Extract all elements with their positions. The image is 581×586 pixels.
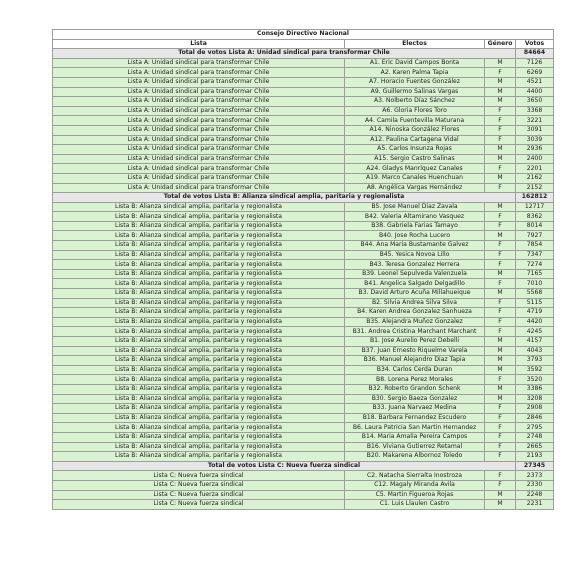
electo-cell: C5. Martin Figueroa Rojas [345, 490, 485, 500]
electo-cell: A15. Sergio Castro Salinas [345, 154, 485, 164]
lista-cell: Lista B: Alianza sindical amplia, paritaria y regionalista [53, 452, 345, 462]
lista-cell: Lista C: Nueva fuerza sindical [53, 490, 345, 500]
table-row [53, 279, 554, 289]
genero-cell: M [485, 337, 516, 347]
genero-cell: F [485, 125, 516, 135]
table-row [53, 260, 554, 270]
lista-cell: Lista B: Alianza sindical amplia, paritaria y regionalista [53, 231, 345, 241]
votos-cell: 2152 [516, 183, 554, 193]
genero-cell: F [485, 480, 516, 490]
genero-cell: F [485, 375, 516, 385]
lista-cell: Lista A: Unidad sindical para transformar Chile [53, 97, 345, 107]
lista-cell: Lista A: Unidad sindical para transformar Chile [53, 68, 345, 78]
genero-cell: F [485, 298, 516, 308]
genero-cell: M [485, 490, 516, 500]
electo-cell: A19. Marco Canales Huenchuan [345, 173, 485, 183]
votos-cell: 2908 [516, 404, 554, 414]
votos-cell: 3592 [516, 365, 554, 375]
votos-cell: 2846 [516, 413, 554, 423]
genero-cell: F [485, 212, 516, 222]
votos-cell: 7854 [516, 241, 554, 251]
genero-cell: M [485, 346, 516, 356]
votos-cell: 2201 [516, 164, 554, 174]
lista-cell: Lista A: Unidad sindical para transformar Chile [53, 125, 345, 135]
electo-cell: B3. David Arturo Acuña Millahueique [345, 289, 485, 299]
table-row [53, 116, 554, 126]
table-row [53, 173, 554, 183]
genero-cell: F [485, 183, 516, 193]
table-row [53, 327, 554, 337]
lista-cell: Lista A: Unidad sindical para transformar Chile [53, 154, 345, 164]
votos-cell: 2665 [516, 442, 554, 452]
genero-cell: F [485, 423, 516, 433]
genero-cell: M [485, 97, 516, 107]
total-votes: 84664 [516, 49, 554, 59]
electo-cell: B2. Silvia Andrea Silva Silva [345, 298, 485, 308]
table-row [53, 250, 554, 260]
table-row [53, 394, 554, 404]
genero-cell: F [485, 135, 516, 145]
lista-cell: Lista B: Alianza sindical amplia, paritaria y regionalista [53, 356, 345, 366]
table-row [53, 241, 554, 251]
genero-cell: M [485, 231, 516, 241]
genero-cell: M [485, 87, 516, 97]
votos-cell: 4157 [516, 337, 554, 347]
votos-cell: 2162 [516, 173, 554, 183]
table-row [53, 442, 554, 452]
table-row [53, 432, 554, 442]
genero-cell: F [485, 308, 516, 318]
lista-cell: Lista B: Alianza sindical amplia, paritaria y regionalista [53, 384, 345, 394]
genero-cell: M [485, 202, 516, 212]
lista-cell: Lista B: Alianza sindical amplia, paritaria y regionalista [53, 337, 345, 347]
lista-cell: Lista B: Alianza sindical amplia, paritaria y regionalista [53, 289, 345, 299]
electo-cell: B4. Karen Andrea Gonzalez Sanhueza [345, 308, 485, 318]
table-row [53, 164, 554, 174]
lista-cell: Lista B: Alianza sindical amplia, paritaria y regionalista [53, 375, 345, 385]
total-label: Total de votos Lista C: Nueva fuerza sindical [53, 461, 516, 471]
lista-cell: Lista B: Alianza sindical amplia, paritaria y regionalista [53, 365, 345, 375]
electo-cell: A1. Eric David Campos Bonta [345, 58, 485, 68]
lista-cell: Lista B: Alianza sindical amplia, paritaria y regionalista [53, 413, 345, 423]
electo-cell: B33. Juana Narvaez Medina [345, 404, 485, 414]
electo-cell: B45. Yesica Novoa Lillo [345, 250, 485, 260]
lista-cell: Lista A: Unidad sindical para transformar Chile [53, 106, 345, 116]
genero-cell: F [485, 327, 516, 337]
lista-cell: Lista B: Alianza sindical amplia, paritaria y regionalista [53, 394, 345, 404]
votos-cell: 2936 [516, 145, 554, 155]
votos-cell: 3793 [516, 356, 554, 366]
electo-cell: B40. Jose Rocha Lucero [345, 231, 485, 241]
lista-cell: Lista A: Unidad sindical para transformar Chile [53, 145, 345, 155]
lista-cell: Lista B: Alianza sindical amplia, paritaria y regionalista [53, 269, 345, 279]
votos-cell: 8362 [516, 212, 554, 222]
genero-cell: F [485, 260, 516, 270]
header-votos: Votos [516, 39, 554, 49]
electo-cell: A7. Horacio Fuentes González [345, 77, 485, 87]
genero-cell: M [485, 154, 516, 164]
lista-cell: Lista B: Alianza sindical amplia, paritaria y regionalista [53, 346, 345, 356]
electo-cell: A2. Karen Palma Tapia [345, 68, 485, 78]
table-row [53, 183, 554, 193]
lista-cell: Lista B: Alianza sindical amplia, paritaria y regionalista [53, 279, 345, 289]
genero-cell: M [485, 365, 516, 375]
table-row [53, 145, 554, 155]
electo-cell: A5. Carlos Insunza Rojas [345, 145, 485, 155]
electo-cell: B20. Makarena Albornoz Toledo [345, 452, 485, 462]
table-row [53, 269, 554, 279]
votos-cell: 6269 [516, 68, 554, 78]
electo-cell: B18. Barbara Fernandez Escudero [345, 413, 485, 423]
electo-cell: B38. Gabriela Farias Tamayo [345, 221, 485, 231]
results-table-body [53, 30, 554, 510]
lista-cell: Lista B: Alianza sindical amplia, paritaria y regionalista [53, 404, 345, 414]
electo-cell: B5. Jose Manuel Diaz Zavala [345, 202, 485, 212]
table-title: Consejo Directivo Nacional [53, 30, 554, 40]
genero-cell: M [485, 394, 516, 404]
electo-cell: B43. Teresa Gonzalez Herrera [345, 260, 485, 270]
table-row [53, 77, 554, 87]
votos-cell: 4245 [516, 327, 554, 337]
votos-cell: 3208 [516, 394, 554, 404]
total-row [53, 49, 554, 59]
genero-cell: F [485, 221, 516, 231]
header-lista: Lista [53, 39, 345, 49]
votos-cell: 3091 [516, 125, 554, 135]
lista-cell: Lista B: Alianza sindical amplia, paritaria y regionalista [53, 260, 345, 270]
electo-cell: B6. Laura Patricia San Martin Hernandez [345, 423, 485, 433]
table-row [53, 413, 554, 423]
genero-cell: F [485, 442, 516, 452]
lista-cell: Lista A: Unidad sindical para transformar Chile [53, 116, 345, 126]
lista-cell: Lista B: Alianza sindical amplia, paritaria y regionalista [53, 241, 345, 251]
header-genero: Género [485, 39, 516, 49]
votos-cell: 4719 [516, 308, 554, 318]
table-row [53, 97, 554, 107]
votos-cell: 2231 [516, 500, 554, 510]
lista-cell: Lista A: Unidad sindical para transformar Chile [53, 173, 345, 183]
genero-cell: F [485, 413, 516, 423]
electo-cell: B42. Valeria Altamirano Vasquez [345, 212, 485, 222]
genero-cell: M [485, 500, 516, 510]
genero-cell: F [485, 317, 516, 327]
electo-cell: A14. Ninoska González Flores [345, 125, 485, 135]
lista-cell: Lista C: Nueva fuerza sindical [53, 500, 345, 510]
electo-cell: B8. Lorena Perez Morales [345, 375, 485, 385]
table-row [53, 365, 554, 375]
votos-cell: 7927 [516, 231, 554, 241]
table-row [53, 87, 554, 97]
electo-cell: A12. Paulina Cartagena Vidal [345, 135, 485, 145]
electo-cell: B39. Leonel Sepulveda Valenzuela [345, 269, 485, 279]
table-row [53, 202, 554, 212]
table-row [53, 308, 554, 318]
lista-cell: Lista B: Alianza sindical amplia, paritaria y regionalista [53, 442, 345, 452]
votos-cell: 2248 [516, 490, 554, 500]
table-row [53, 500, 554, 510]
genero-cell: M [485, 58, 516, 68]
electo-cell: A24. Gladys Manríquez Canales [345, 164, 485, 174]
table-row [53, 337, 554, 347]
table-row [53, 384, 554, 394]
votos-cell: 3221 [516, 116, 554, 126]
table-row [53, 375, 554, 385]
votos-cell: 7347 [516, 250, 554, 260]
total-label: Total de votos Lista B: Alianza sindical amplia, paritaria y regionalista [53, 193, 516, 203]
lista-cell: Lista B: Alianza sindical amplia, paritaria y regionalista [53, 432, 345, 442]
lista-cell: Lista C: Nueva fuerza sindical [53, 480, 345, 490]
table-row [53, 317, 554, 327]
electo-cell: B34. Carlos Cerda Duran [345, 365, 485, 375]
genero-cell: F [485, 116, 516, 126]
genero-cell: F [485, 471, 516, 481]
genero-cell: F [485, 250, 516, 260]
genero-cell: F [485, 164, 516, 174]
lista-cell: Lista A: Unidad sindical para transformar Chile [53, 135, 345, 145]
table-row [53, 452, 554, 462]
genero-cell: M [485, 145, 516, 155]
votos-cell: 2330 [516, 480, 554, 490]
electo-cell: B1. Jose Aurelio Perez Debelli [345, 337, 485, 347]
table-row [53, 221, 554, 231]
table-row [53, 58, 554, 68]
electo-cell: B32. Roberto Grandon Schenk [345, 384, 485, 394]
votos-cell: 12717 [516, 202, 554, 212]
votos-cell: 7165 [516, 269, 554, 279]
total-votes: 162812 [516, 193, 554, 203]
lista-cell: Lista B: Alianza sindical amplia, paritaria y regionalista [53, 327, 345, 337]
lista-cell: Lista B: Alianza sindical amplia, paritaria y regionalista [53, 250, 345, 260]
table-row [53, 231, 554, 241]
electo-cell: B44. Ana Maria Bustamante Galvez [345, 241, 485, 251]
genero-cell: M [485, 289, 516, 299]
genero-cell: F [485, 241, 516, 251]
electo-cell: C12. Magaly Miranda Avila [345, 480, 485, 490]
genero-cell: F [485, 68, 516, 78]
votos-cell: 5568 [516, 289, 554, 299]
table-row [53, 289, 554, 299]
table-row [53, 298, 554, 308]
lista-cell: Lista A: Unidad sindical para transformar Chile [53, 87, 345, 97]
genero-cell: M [485, 173, 516, 183]
genero-cell: M [485, 356, 516, 366]
votos-cell: 7126 [516, 58, 554, 68]
votos-cell: 3368 [516, 106, 554, 116]
header-electos: Electos [345, 39, 485, 49]
electo-cell: A6. Gloria Flores Toro [345, 106, 485, 116]
table-row [53, 68, 554, 78]
electo-cell: B36. Manuel Alejandro Diaz Tapia [345, 356, 485, 366]
table-row [53, 423, 554, 433]
total-label: Total de votos Lista A: Unidad sindical para transformar Chile [53, 49, 516, 59]
votos-cell: 2748 [516, 432, 554, 442]
lista-cell: Lista A: Unidad sindical para transformar Chile [53, 183, 345, 193]
votos-cell: 2795 [516, 423, 554, 433]
votos-cell: 5115 [516, 298, 554, 308]
genero-cell: F [485, 404, 516, 414]
votos-cell: 2400 [516, 154, 554, 164]
votos-cell: 2193 [516, 452, 554, 462]
results-table [52, 29, 554, 510]
table-row [53, 490, 554, 500]
electo-cell: B35. Alejandra Muñoz Gonzalez [345, 317, 485, 327]
total-votes: 27345 [516, 461, 554, 471]
votos-cell: 4043 [516, 346, 554, 356]
votos-cell: 7010 [516, 279, 554, 289]
votos-cell: 3520 [516, 375, 554, 385]
votos-cell: 3386 [516, 384, 554, 394]
votos-cell: 7274 [516, 260, 554, 270]
votos-cell: 3039 [516, 135, 554, 145]
header-row [53, 39, 554, 49]
genero-cell: M [485, 77, 516, 87]
lista-cell: Lista A: Unidad sindical para transformar Chile [53, 164, 345, 174]
votos-cell: 3650 [516, 97, 554, 107]
votos-cell: 8014 [516, 221, 554, 231]
electo-cell: A3. Nolberto Díaz Sánchez [345, 97, 485, 107]
votos-cell: 4420 [516, 317, 554, 327]
electo-cell: B41. Angelica Salgado Delgadillo [345, 279, 485, 289]
lista-cell: Lista B: Alianza sindical amplia, paritaria y regionalista [53, 221, 345, 231]
genero-cell: F [485, 279, 516, 289]
lista-cell: Lista B: Alianza sindical amplia, paritaria y regionalista [53, 423, 345, 433]
table-row [53, 480, 554, 490]
genero-cell: F [485, 106, 516, 116]
total-row [53, 193, 554, 203]
table-row [53, 346, 554, 356]
genero-cell: F [485, 432, 516, 442]
table-row [53, 106, 554, 116]
lista-cell: Lista B: Alianza sindical amplia, paritaria y regionalista [53, 317, 345, 327]
table-title-row [53, 30, 554, 40]
electo-cell: B37. Juan Ernesto Riquelme Varela [345, 346, 485, 356]
electo-cell: A8. Angélica Vargas Hernández [345, 183, 485, 193]
table-row [53, 154, 554, 164]
table-row [53, 471, 554, 481]
electo-cell: B31. Andrea Cristina Marchant Marchant [345, 327, 485, 337]
electo-cell: B16. Viviana Gutierrez Retamal [345, 442, 485, 452]
genero-cell: F [485, 452, 516, 462]
lista-cell: Lista A: Unidad sindical para transformar Chile [53, 58, 345, 68]
lista-cell: Lista B: Alianza sindical amplia, paritaria y regionalista [53, 212, 345, 222]
total-row [53, 461, 554, 471]
electo-cell: B30. Sergio Baeza Gonzalez [345, 394, 485, 404]
electo-cell: C2. Natacha Sierralta Inostroza [345, 471, 485, 481]
votos-cell: 2373 [516, 471, 554, 481]
lista-cell: Lista A: Unidad sindical para transformar Chile [53, 77, 345, 87]
votos-cell: 4400 [516, 87, 554, 97]
table-row [53, 404, 554, 414]
lista-cell: Lista B: Alianza sindical amplia, paritaria y regionalista [53, 298, 345, 308]
electo-cell: C1. Luis Llaulen Castro [345, 500, 485, 510]
lista-cell: Lista C: Nueva fuerza sindical [53, 471, 345, 481]
table-row [53, 356, 554, 366]
table-row [53, 125, 554, 135]
genero-cell: M [485, 269, 516, 279]
lista-cell: Lista B: Alianza sindical amplia, paritaria y regionalista [53, 202, 345, 212]
votos-cell: 4521 [516, 77, 554, 87]
electo-cell: A4. Camila Fuentevilla Maturana [345, 116, 485, 126]
table-row [53, 135, 554, 145]
genero-cell: M [485, 384, 516, 394]
table-row [53, 212, 554, 222]
lista-cell: Lista B: Alianza sindical amplia, paritaria y regionalista [53, 308, 345, 318]
electo-cell: A9. Guillermo Salinas Vargas [345, 87, 485, 97]
electo-cell: B14. Maria Amalia Pereira Campos [345, 432, 485, 442]
